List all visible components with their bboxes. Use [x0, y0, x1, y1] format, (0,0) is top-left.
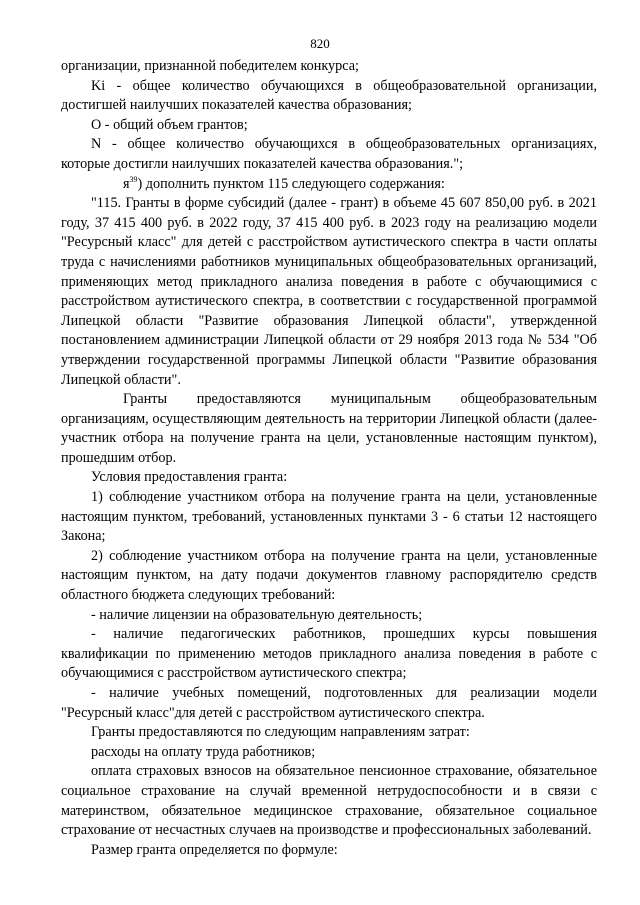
amendment-text: ) дополнить пунктом 115 следующего содержания: [137, 175, 445, 192]
document-body [61, 57, 597, 860]
paragraph: - наличие лицензии на образовательную деятельность; [91, 606, 423, 623]
paragraph: "115. Гранты в форме субсидий (далее - грант) в объеме 45 607 850,00 руб. в 2021 году, 37 415 400 руб. в 2022 году, 37 415 400 руб. в 2023 году на реализацию модели "Ресурсный класс" для детей с расстройством аутистического спектра в части оплаты труда с начислениями работников муниципальных общеобразовательных организаций, применяющих метод прикладного анализа поведения в работе с обучающимися с расстройством аутистического спектра, в соответствии с государственной программой Липецкой области "Развитие образования Липецкой области", утвержденной постановлением администрации Липецкой области от 29 ноября 2013 года № 534 "Об утверждении государственной программы Липецкой области "Развитие образования Липецкой области". [61, 195, 597, 388]
paragraph: Гранты предоставляются муниципальным общеобразовательным организациям, осуществляющим деятельность на территории Липецкой области (далее-участник отбора на получение гранта на цели, установленные настоящим пунктом), прошедшим отбор. [61, 391, 597, 466]
paragraph: Условия предоставления гранта: [91, 469, 288, 486]
page-number: 820 [310, 36, 330, 51]
paragraph: O - общий объем грантов; [91, 116, 248, 133]
paragraph: организации, признанной победителем конкурса; [61, 58, 359, 74]
paragraph: - наличие педагогических работников, прошедших курсы повышения квалификации по применению методов прикладного анализа поведения в работе с обучающимися с расстройством аутистического спектра; [61, 626, 597, 682]
paragraph: Ki - общее количество обучающихся в общеобразовательной организации, достигшей наилучших показателей качества образования; [61, 77, 597, 114]
footnote-marker: 39 [129, 174, 138, 184]
paragraph: 2) соблюдение участником отбора на получение гранта на цели, установленные настоящим пунктом, на дату подачи документов главному распорядителю средств областного бюджета следующих требований: [61, 547, 597, 604]
paragraph: расходы на оплату труда работников; [91, 743, 316, 760]
paragraph: N - общее количество обучающихся в общеобразовательных организациях, которые достигли наилучших показателей качества образования."; [61, 136, 597, 172]
amendment-line [61, 175, 597, 195]
paragraph: 1) соблюдение участником отбора на получение гранта на цели, установленные настоящим пунктом, требований, установленных пунктами 3 - 6 статьи 12 настоящего Закона; [61, 489, 597, 545]
paragraph: Гранты предоставляются по следующим направлениям затрат: [91, 724, 470, 741]
paragraph: - наличие учебных помещений, подготовленных для реализации модели "Ресурсный класс"для детей с расстройством аутистического спектра. [61, 685, 597, 721]
paragraph: Размер гранта определяется по формуле: [91, 841, 338, 858]
amendment-letter: я [123, 175, 130, 192]
paragraph: оплата страховых взносов на обязательное пенсионное страхование, обязательное социальное страхование на случай временной нетрудоспособности и в связи с материнством, обязательное медицинское страхование, обязательное социальное страхование от несчастных случаев на производстве и профессиональных заболеваний. [61, 763, 597, 839]
